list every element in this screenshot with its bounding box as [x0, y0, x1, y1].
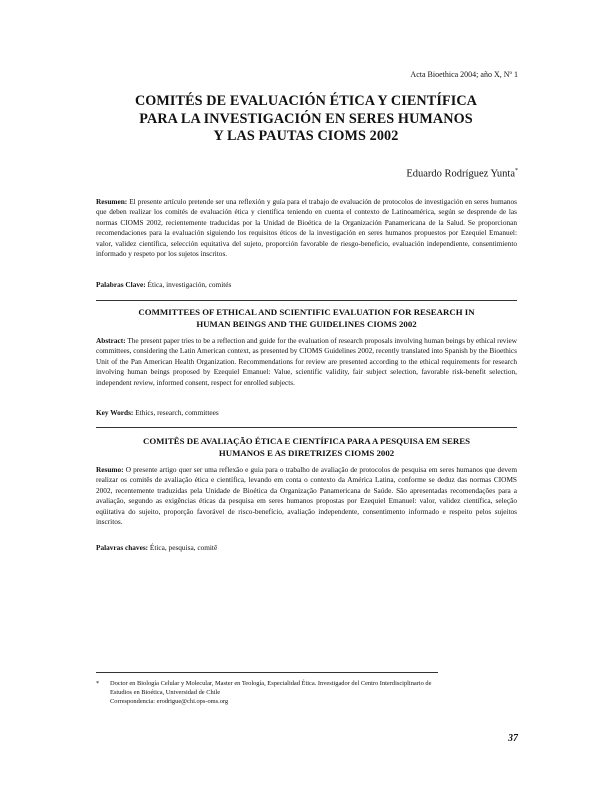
keywords-label: Key Words: — [96, 408, 134, 417]
title-line: PARA LA INVESTIGACIÓN EN SERES HUMANOS — [139, 110, 473, 127]
footnote-line: Doctor en Biología Celular y Molecular, Master en Teología, Especialidad Ética. Investigador del Centro Interdisciplinario de — [110, 680, 432, 687]
spanish-keywords — [96, 280, 517, 290]
spanish-abstract — [96, 197, 517, 259]
portuguese-keywords — [96, 543, 517, 553]
portuguese-title-line: COMITÊS DE AVALIAÇÃO ÉTICA E CIENTÍFICA PARA A PESQUISA EM SERES — [142, 436, 471, 446]
title-line: Y LAS PAUTAS CIOMS 2002 — [213, 128, 399, 144]
abstract-label: Resumen: — [96, 197, 128, 206]
article-title — [96, 93, 516, 146]
english-abstract — [96, 336, 517, 388]
english-title-line: HUMAN BEINGS AND THE GUIDELINES CIOMS 2002 — [196, 318, 417, 329]
author-footnote-mark[interactable]: * — [515, 168, 518, 174]
running-head: Acta Bioethica 2004; año X, Nº 1 — [410, 70, 518, 79]
portuguese-title-line: HUMANOS E AS DIRETRIZES CIOMS 2002 — [218, 447, 395, 458]
author-byline — [406, 168, 518, 180]
keywords-text: Ethics, research, committees — [133, 408, 219, 417]
footnote — [96, 679, 517, 706]
english-title — [96, 307, 517, 330]
footnote-line: Estudios en Bioética, Universidad de Chile — [110, 689, 221, 696]
keywords-label: Palavras chaves: — [96, 543, 149, 552]
abstract-label: Abstract: — [96, 336, 126, 345]
section-divider — [96, 427, 517, 428]
section-divider — [96, 300, 517, 301]
portuguese-title — [96, 436, 517, 459]
footnote-line[interactable]: Correspondencia: erodrigue@chi.ops-oms.org — [110, 698, 229, 705]
abstract-text: El presente artículo pretende ser una reflexión y guía para el trabajo de evaluación de protocolos de investigación en seres humanos que deben realizar los comités de evaluación ética y científica teniendo en cuenta el contexto de Latinoamérica, según se desprende de las normas CIOMS 2002, recientemente traducidas por la Unidad de Bioética de la Organización Panamericana de la Salud. Se proporcionan recomendaciones para la evaluación siguiendo los requisitos éticos de la investigación en seres humanos propuestos por Ezequiel Emanuel: valor, validez científica, selección equitativa del sujeto, proporción favorable de riesgo-beneficio, evaluación independiente, consentimiento informado y respeto por los sujetos inscritos. — [96, 197, 517, 259]
keywords-text: Ética, pesquisa, comitê — [148, 543, 218, 552]
english-keywords — [96, 408, 517, 418]
author-name: Eduardo Rodríguez Yunta — [406, 168, 515, 180]
abstract-text: The present paper tries to be a reflection and guide for the evaluation of research proposals involving human beings by ethical review committees, considering the Latin American context, as presented by CIOMS Guidelines 2002, recently translated into Spanish by the Bioethics Unit of the Pan American Health Organization. Recommendations for review are presented according to the ethical requirements for research involving human beings proposed by Ezequiel Emanuel: Value, scientific validity, fair subject selection, favorable risk-benefit selection, independent review, informed consent, respect for enrolled subjects. — [96, 336, 517, 387]
page-number: 37 — [508, 733, 518, 744]
abstract-label: Resumo: — [96, 465, 124, 474]
keywords-text: Ética, investigación, comités — [145, 280, 232, 289]
portuguese-abstract — [96, 465, 517, 527]
keywords-label: Palabras Clave: — [96, 280, 146, 289]
footnote-body — [110, 679, 517, 706]
footnote-divider — [96, 672, 438, 673]
english-title-line: COMMITTEES OF ETHICAL AND SCIENTIFIC EVALUATION FOR RESEARCH IN — [138, 307, 475, 317]
footnote-marker: * — [96, 680, 100, 687]
title-line: COMITÉS DE EVALUACIÓN ÉTICA Y CIENTÍFICA — [134, 93, 478, 109]
abstract-text: O presente artigo quer ser uma reflexão e guia para o trabalho de avaliação de protocolos de pesquisa em seres humanos que devem realizar os comitês de avaliação ética e científica, levando em conta o contexto da América Latina, conforme se deduz das normas CIOMS 2002, recentemente traduzidas pela Unidade de Bioética da Organização Panamericana de Saúde. São apresentadas recomendações para a avaliação, segundo as exigências éticas da pesquisa em seres humanos propostas por Ezequiel Emanuel: valor, validez científica, seleção eqüitativa do sujeito, proporção favorável de risco-benefício, avaliação independente, consentimento informado e respeito pelos sujeitos inscritos. — [96, 465, 517, 527]
